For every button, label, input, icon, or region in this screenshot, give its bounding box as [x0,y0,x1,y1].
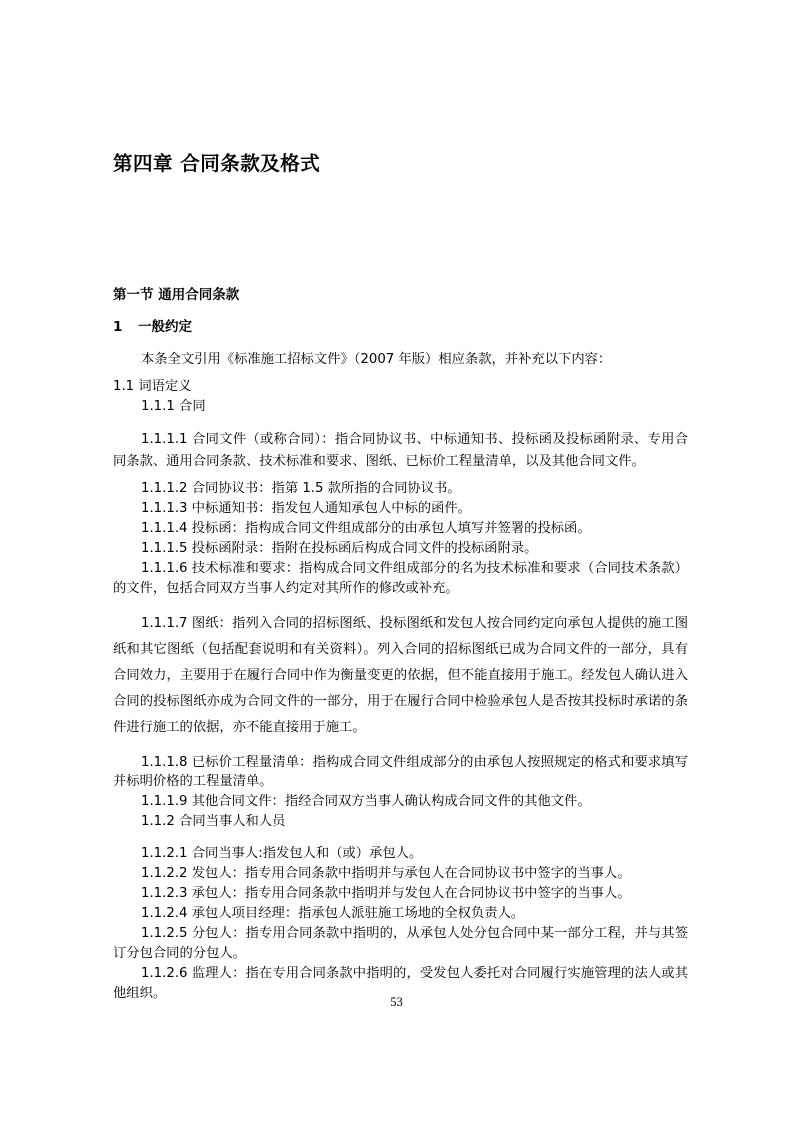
item-1-1-1: 1.1.1 合同 [141,399,206,415]
heading-number: 1 [113,318,123,335]
page-number: 53 [390,995,403,1009]
item-1-1-2-4: 1.1.2.4 承包人项目经理：指承包人派驻施工场地的全权负责人。 [141,906,525,922]
item-1-1-1-1: 1.1.1.1 合同文件（或称合同）：指合同协议书、中标通知书、投标函及投标函附录、专用合同条款、通用合同条款、技术标准和要求、图纸、已标价工程量清单，以及其他合同文件。 [113,432,688,469]
item-1-1-1-7: 1.1.1.7 图纸：指列入合同的招标图纸、投标图纸和发包人按合同约定向承包人提供的施工图纸和其它图纸（包括配套说明和有关资料）。列入合同的招标图纸已成为合同文件的一部分，具有合同效力，主要用于在履行合同中作为衡量变更的依据，但不能直接用于施工。经发包人确认进入合同的投标图纸亦成为合同文件的一部分，用于在履行合同中检验承包人是否按其投标时承诺的条件进行施工的依据，亦不能直接用于施工。 [113,615,688,735]
item-1-1-2-5: 1.1.2.5 分包人：指专用合同条款中指明的，从承包人处分包合同中某一部分工程，并与其签订分包合同的分包人。 [113,926,688,961]
chapter-title: 第四章 合同条款及格式 [113,152,321,175]
item-1-1-1-4: 1.1.1.4 投标函：指构成合同文件组成部分的由承包人填写并签署的投标函。 [141,521,591,537]
item-1-1-1-5: 1.1.1.5 投标函附录：指附在投标函后构成合同文件的投标函附录。 [141,541,538,557]
item-1-1-2-1: 1.1.2.1 合同当事人:指发包人和（或）承包人。 [141,846,423,862]
section-title: 第一节 通用合同条款 [113,287,240,304]
heading-text: 一般约定 [138,318,192,335]
page-content [113,0,688,1004]
intro-paragraph: 本条全文引用《标准施工招标文件》（2007 年版）相应条款，并补充以下内容： [141,351,612,367]
item-1-1-1-2: 1.1.1.2 合同协议书：指第 1.5 款所指的合同协议书。 [141,481,461,497]
item-1-1-1-3: 1.1.1.3 中标通知书：指发包人通知承包人中标的函件。 [141,501,471,517]
item-1-1-1-6: 1.1.1.6 技术标准和要求：指构成合同文件组成部分的名为技术标准和要求（合同技术条款）的文件，包括合同双方当事人约定对其所作的修改或补充。 [113,561,688,596]
item-1-1-1-9: 1.1.1.9 其他合同文件：指经合同双方当事人确认构成合同文件的其他文件。 [141,794,591,810]
item-1-1-2-6: 1.1.2.6 监理人：指在专用合同条款中指明的，受发包人委托对合同履行实施管理的法人或其他组织。 [113,965,688,1001]
item-1-1-2-3: 1.1.2.3 承包人：指专用合同条款中指明并与发包人在合同协议书中签字的当事人。 [141,886,631,902]
item-1-1: 1.1 词语定义 [113,379,192,395]
heading-general-provisions [113,317,688,337]
item-1-1-2-2: 1.1.2.2 发包人：指专用合同条款中指明并与承包人在合同协议书中签字的当事人。 [141,866,631,882]
item-1-1-2: 1.1.2 合同当事人和人员 [141,814,286,830]
item-1-1-1-8: 1.1.1.8 已标价工程量清单：指构成合同文件组成部分的由承包人按照规定的格式和要求填写并标明价格的工程量清单。 [113,754,688,790]
